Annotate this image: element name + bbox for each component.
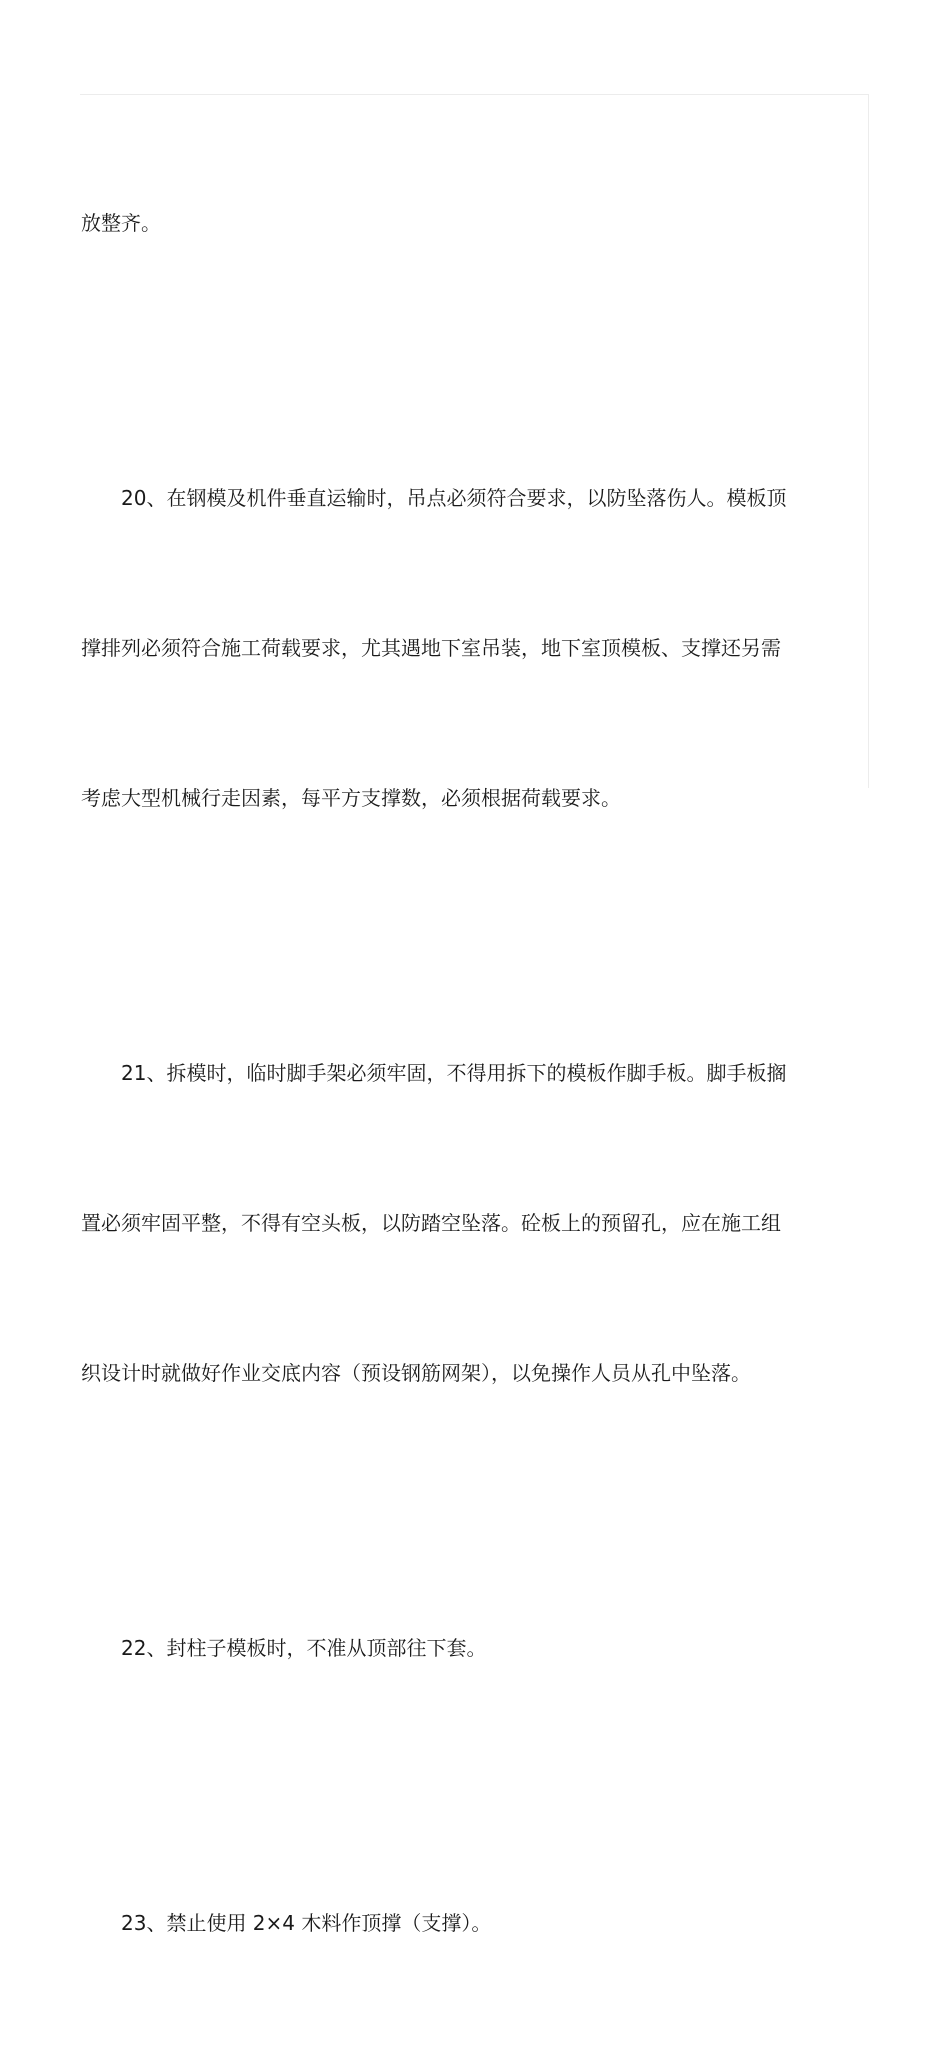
text-line: 21、拆模时，临时脚手架必须牢固，不得用拆下的模板作脚手板。脚手板搁 [121, 1061, 787, 1085]
paragraph-item-23 [81, 1798, 821, 2048]
text-line: 22、封柱子模板时，不准从顶部往下套。 [121, 1636, 487, 1660]
text-line: 23、禁止使用 2×4 木料作顶撑（支撑）。 [121, 1911, 492, 1935]
text-line: 放整齐。 [81, 211, 161, 235]
paragraph-gap [81, 923, 821, 948]
text-line: 置必须牢固平整，不得有空头板，以防踏空坠落。砼板上的预留孔，应在施工组 [81, 1211, 781, 1235]
paragraph-gap [81, 1498, 821, 1523]
paragraph-continuation [81, 98, 821, 348]
paragraph-item-21 [81, 948, 821, 1498]
paragraph-gap [81, 348, 821, 373]
document-body [81, 98, 821, 2048]
paragraph-gap [81, 1773, 821, 1798]
text-line: 20、在钢模及机件垂直运输时，吊点必须符合要求，以防坠落伤人。模板顶 [121, 486, 787, 510]
text-line: 考虑大型机械行走因素，每平方支撑数，必须根据荷载要求。 [81, 786, 621, 810]
paragraph-item-22 [81, 1523, 821, 1773]
text-line: 织设计时就做好作业交底内容（预设钢筋网架），以免操作人员从孔中坠落。 [81, 1361, 751, 1385]
paragraph-item-20 [81, 373, 821, 923]
text-line: 撑排列必须符合施工荷载要求，尤其遇地下室吊装，地下室顶模板、支撑还另需 [81, 636, 781, 660]
